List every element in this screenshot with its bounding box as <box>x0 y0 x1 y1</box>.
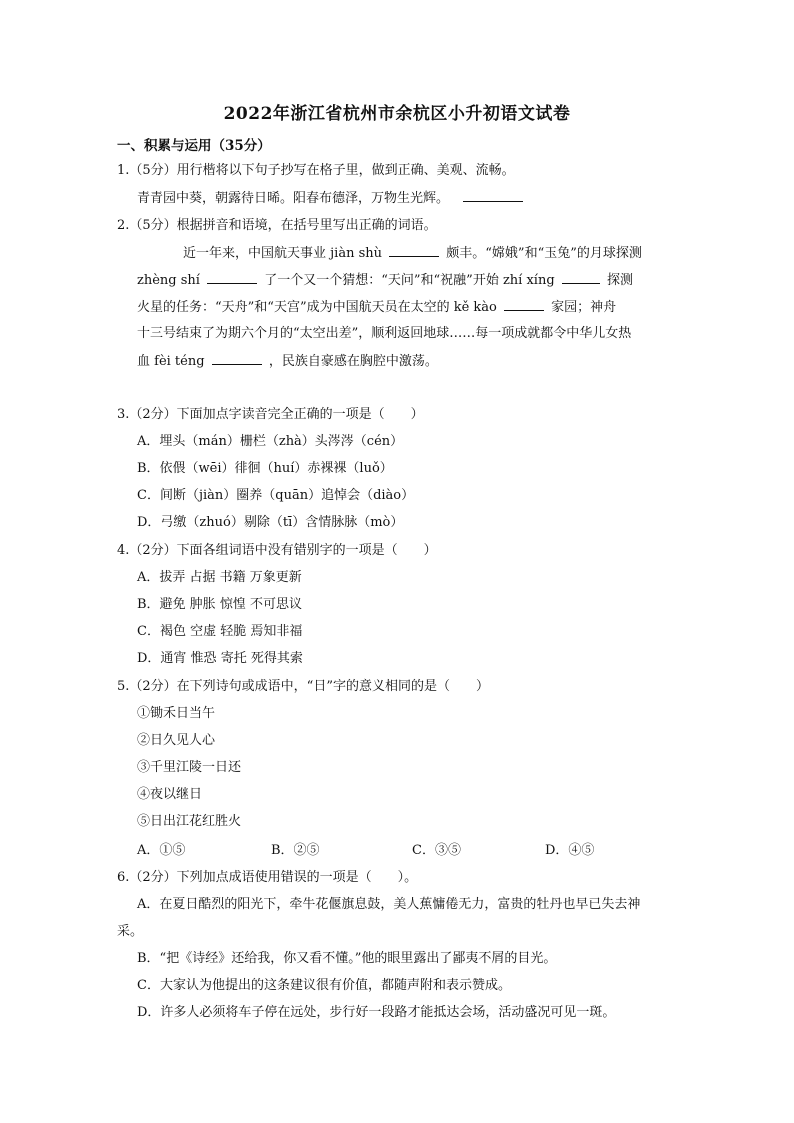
question-5-item: ④夜以继日 <box>137 787 203 802</box>
answer-blank[interactable] <box>463 189 523 202</box>
question-2-line-2 <box>137 271 633 290</box>
question-4-option-a: A．拔弄 占据 书籍 万象更新 <box>137 570 302 585</box>
question-2-line-1 <box>183 244 642 263</box>
answer-blank[interactable] <box>562 271 600 284</box>
passage-text: 探测 <box>606 273 633 288</box>
pinyin-text: 血 fèi téng <box>137 354 205 369</box>
pinyin-text: 近一年来，中国航天事业 jiàn shù <box>183 246 382 261</box>
question-5-stem: 5.（2分）在下列诗句或成语中，“日”字的意义相同的是（ ） <box>117 679 489 694</box>
question-5-item: ①锄禾日当午 <box>137 706 216 721</box>
passage-text: 了一个又一个猜想：“天问”和“祝融”开始 zhí xíng <box>264 273 555 288</box>
page-title: 2022年浙江省杭州市余杭区小升初语文试卷 <box>223 104 571 124</box>
passage-text: 火星的任务：“天舟”和“天宫”成为中国航天员在太空的 kě kào <box>137 300 497 315</box>
question-1-sentence-text: 青青园中葵，朝露待日晞。阳春布德泽，万物生光辉。 <box>137 191 450 206</box>
answer-blank[interactable] <box>212 352 262 365</box>
passage-text: 颇丰。“嫦娥”和“玉兔”的月球探测 <box>446 246 642 261</box>
passage-text: 家园；神舟 <box>551 300 617 315</box>
question-3-option-d: D．弓缴（zhuó）剔除（tī）含情脉脉（mò） <box>137 515 404 530</box>
pinyin-text: zhèng shí <box>137 273 200 288</box>
passage-text: ，民族自豪感在胸腔中激荡。 <box>268 354 438 369</box>
question-3-stem: 3.（2分）下面加点字读音完全正确的一项是（ ） <box>117 407 424 422</box>
question-2-line-4: 十三号结束了为期六个月的“太空出差”，顺利返回地球……每一项成就都令中华儿女热 <box>137 326 632 341</box>
question-4-option-b: B．避免 肿胀 惊惶 不可思议 <box>137 597 302 612</box>
question-4-option-d: D．通宵 惟恐 寄托 死得其索 <box>137 651 303 666</box>
question-5-item: ③千里江陵一日还 <box>137 760 242 775</box>
answer-blank[interactable] <box>207 271 257 284</box>
question-5-option-d: D．④⑤ <box>545 843 595 858</box>
question-6-stem: 6.（2分）下列加点成语使用错误的一项是（ ）。 <box>117 870 418 885</box>
question-5-item: ⑤日出江花红胜火 <box>137 814 242 829</box>
question-6-option-a-cont: 采。 <box>117 924 144 939</box>
question-3-option-c: C．间断（jiàn）圈养（quān）追悼会（diào） <box>137 488 415 503</box>
question-3-option-b: B．依偎（wēi）徘徊（huí）赤裸裸（luǒ） <box>137 461 393 476</box>
question-6-option-a: A．在夏日酷烈的阳光下，牵牛花偃旗息鼓，美人蕉慵倦无力，富贵的牡丹也早已失去神 <box>137 897 641 912</box>
question-1-sentence <box>137 189 526 208</box>
question-1-stem: 1.（5分）用行楷将以下句子抄写在格子里，做到正确、美观、流畅。 <box>117 163 515 178</box>
question-5-option-b: B．②⑤ <box>271 843 320 858</box>
question-5-option-c: C．③⑤ <box>412 843 461 858</box>
answer-blank[interactable] <box>389 244 439 257</box>
answer-blank[interactable] <box>504 298 544 311</box>
question-4-stem: 4.（2分）下面各组词语中没有错别字的一项是（ ） <box>117 543 437 558</box>
question-6-option-d: D．许多人必须将车子停在远处，步行好一段路才能抵达会场，活动盛况可见一斑。 <box>137 1005 616 1020</box>
section-heading: 一、积累与运用（35分） <box>117 138 271 154</box>
question-2-stem: 2.（5分）根据拼音和语境，在括号里写出正确的词语。 <box>117 218 437 233</box>
question-5-item: ②日久见人心 <box>137 733 216 748</box>
question-5-option-a: A．①⑤ <box>137 843 186 858</box>
question-4-option-c: C．褐色 空虚 轻脆 焉知非福 <box>137 624 303 639</box>
question-6-option-b: B．“把《诗经》还给我，你又看不懂。”他的眼里露出了鄙夷不屑的目光。 <box>137 951 557 966</box>
question-3-option-a: A．埋头（mán）栅栏（zhà）头涔涔（cén） <box>137 434 404 449</box>
question-2-line-5 <box>137 352 438 371</box>
question-6-option-c: C．大家认为他提出的这条建议很有价值，都随声附和表示赞成。 <box>137 978 511 993</box>
question-2-line-3 <box>137 298 616 317</box>
